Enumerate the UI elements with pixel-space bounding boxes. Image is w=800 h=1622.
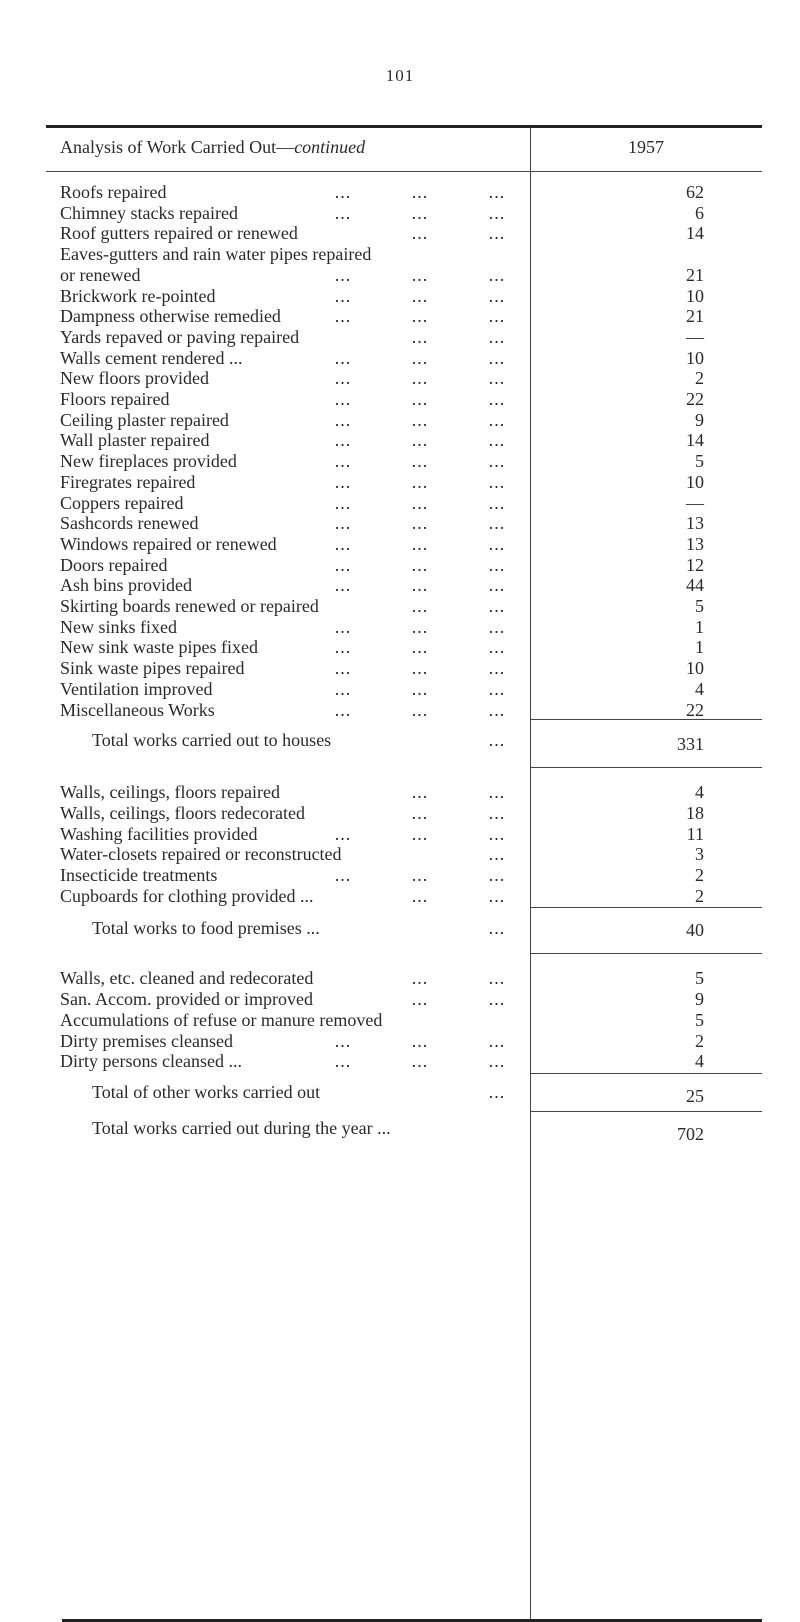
leader-dots: ... ... ... [334, 306, 506, 327]
leader-dots: ... ... ... [334, 554, 506, 575]
leader-dots: ... ... ... [334, 264, 506, 285]
row-value: 5 [695, 596, 704, 616]
row-label: New fireplaces provided [60, 451, 237, 472]
leader-dots: ... ... ... [334, 616, 506, 637]
table-row [46, 1050, 762, 1073]
leader-dots: ... ... ... [334, 285, 506, 306]
row-value: — [686, 326, 704, 347]
row-value: — [686, 492, 704, 513]
row-label: Washing facilities provided [60, 823, 258, 844]
table-row [46, 202, 762, 225]
header-title: Analysis of Work Carried Out [60, 137, 277, 157]
row-value: 3 [695, 844, 704, 865]
row-label: Roof gutters repaired or renewed [60, 223, 298, 244]
row-value: 11 [686, 823, 704, 844]
table-row [46, 367, 762, 390]
row-value: 10 [686, 471, 704, 492]
row-value: 5 [695, 451, 704, 472]
row-label: Firegrates repaired [60, 471, 196, 492]
leader-dots: ... ... [411, 885, 506, 906]
sum-rule [530, 719, 762, 720]
row-value: 44 [686, 575, 704, 596]
row-value: 21 [686, 264, 704, 285]
table-row [46, 554, 762, 577]
table-row [46, 574, 762, 597]
row-value: 62 [686, 182, 704, 202]
total-row [46, 1123, 762, 1146]
page-number: 101 [385, 66, 415, 85]
row-value: 1 [695, 637, 704, 658]
row-label: Walls cement rendered ... [60, 347, 243, 368]
leader-dots: ... ... ... [334, 637, 506, 658]
table-row [46, 616, 762, 639]
table-row [46, 285, 762, 308]
row-value: 18 [686, 802, 704, 823]
row-label: Dirty persons cleansed ... [60, 1051, 242, 1072]
leader-dots: ... ... [411, 782, 506, 803]
table-row [46, 326, 762, 349]
row-label: New floors provided [60, 368, 209, 389]
row-value: 4 [695, 782, 704, 803]
leader-dots: ... ... ... [334, 575, 506, 596]
table-row [46, 823, 762, 846]
leader-dots: ... ... ... [334, 533, 506, 554]
leader-dots: ... ... [411, 968, 506, 989]
row-value: 4 [695, 678, 704, 699]
row-value: 12 [686, 554, 704, 575]
total-row [46, 919, 762, 942]
leader-dots: ... ... ... [334, 389, 506, 409]
row-label: New sinks fixed [60, 616, 177, 637]
table-row [46, 222, 762, 245]
total-value: 25 [686, 1085, 704, 1106]
column-header-year: 1957 [628, 137, 664, 157]
row-label: Accumulations of refuse or manure removed [60, 1009, 383, 1030]
header-rule [46, 171, 762, 172]
table-row [46, 699, 762, 722]
table-row [46, 781, 762, 804]
table-row [46, 181, 762, 204]
row-value: 10 [686, 347, 704, 368]
table-row [46, 347, 762, 370]
table-row [46, 1009, 762, 1032]
row-value: 1 [695, 616, 704, 637]
column-header-label [60, 137, 530, 158]
row-label: or renewed [60, 264, 141, 285]
total-value: 331 [677, 734, 704, 755]
row-value: 2 [695, 368, 704, 389]
leader-dots: ... ... ... [334, 182, 506, 202]
leader-dots: ... [488, 918, 506, 939]
leader-dots: ... ... ... [334, 368, 506, 389]
table-row [46, 450, 762, 473]
leader-dots: ... ... [411, 802, 506, 823]
total-row [46, 1085, 762, 1108]
leader-dots: ... ... [411, 596, 506, 616]
table-row [46, 802, 762, 825]
row-label: Cupboards for clothing provided ... [60, 885, 314, 906]
table-row [46, 305, 762, 328]
table-row [46, 988, 762, 1011]
leader-dots: ... [488, 730, 506, 751]
header-continued: continued [294, 137, 366, 157]
leader-dots: ... [488, 1081, 506, 1102]
sum-rule [530, 767, 762, 768]
row-label: Walls, ceilings, floors redecorated [60, 802, 305, 823]
row-label: San. Accom. provided or improved [60, 989, 313, 1010]
leader-dots: ... ... [411, 223, 506, 244]
table-row [46, 636, 762, 659]
row-label: New sink waste pipes fixed [60, 637, 258, 658]
row-label: Windows repaired or renewed [60, 533, 277, 554]
table-row [46, 243, 762, 266]
leader-dots: ... ... ... [334, 471, 506, 492]
row-label: Floors repaired [60, 389, 170, 409]
table-row [46, 429, 762, 452]
table-row [46, 492, 762, 515]
row-label: Roofs repaired [60, 182, 167, 202]
row-label: Coppers repaired [60, 492, 184, 513]
row-value: 2 [695, 1030, 704, 1051]
sum-rule [530, 1073, 762, 1074]
work-analysis-table [46, 125, 762, 1621]
row-label: Skirting boards renewed or repaired [60, 596, 319, 616]
table-row [46, 967, 762, 990]
total-value: 40 [686, 920, 704, 941]
row-label: Chimney stacks repaired [60, 202, 238, 223]
row-label: Walls, ceilings, floors repaired [60, 782, 280, 803]
row-value: 10 [686, 285, 704, 306]
row-value: 10 [686, 658, 704, 679]
table-row [46, 471, 762, 494]
row-value: 6 [695, 202, 704, 223]
row-value: 22 [686, 389, 704, 409]
table-row [46, 388, 762, 411]
leader-dots: ... ... ... [334, 1051, 506, 1072]
total-label: Total of other works carried out [92, 1081, 321, 1102]
leader-dots: ... ... ... [334, 492, 506, 513]
table-row [46, 595, 762, 618]
table-row [46, 1030, 762, 1053]
total-label: Total works to food premises ... [92, 918, 320, 939]
row-value: 5 [695, 968, 704, 989]
table-row [46, 264, 762, 287]
row-label: Water-closets repaired or reconstructed [60, 844, 342, 865]
table-row [46, 885, 762, 908]
table-row [46, 409, 762, 432]
header-dash: — [276, 137, 295, 157]
row-label: Sink waste pipes repaired [60, 658, 245, 679]
row-label: Ash bins provided [60, 575, 192, 596]
total-row [46, 733, 762, 756]
leader-dots: ... ... ... [334, 678, 506, 699]
table-row [46, 512, 762, 535]
row-label: Miscellaneous Works [60, 699, 215, 720]
row-value: 21 [686, 306, 704, 327]
sum-rule [530, 1111, 762, 1112]
total-label: Total works carried out during the year ... [92, 1117, 391, 1138]
leader-dots: ... ... ... [334, 513, 506, 534]
row-label: Brickwork re-pointed [60, 285, 216, 306]
row-value: 4 [695, 1051, 704, 1072]
table-row [46, 678, 762, 701]
row-label: Dirty premises cleansed [60, 1030, 233, 1051]
sum-rule [530, 953, 762, 954]
row-label: Walls, etc. cleaned and redecorated [60, 968, 314, 989]
leader-dots: ... ... ... [334, 699, 506, 720]
table-row [46, 657, 762, 680]
row-label: Doors repaired [60, 554, 168, 575]
leader-dots: ... ... ... [334, 430, 506, 451]
row-value: 5 [695, 1009, 704, 1030]
table-row [46, 843, 762, 866]
row-value: 9 [695, 409, 704, 430]
row-value: 2 [695, 865, 704, 885]
row-value: 14 [686, 430, 704, 451]
row-label: Sashcords renewed [60, 513, 199, 534]
row-value: 14 [686, 223, 704, 244]
leader-dots: ... ... ... [334, 1030, 506, 1051]
row-value: 22 [686, 699, 704, 720]
leader-dots: ... ... ... [334, 823, 506, 844]
row-label: Insecticide treatments [60, 865, 218, 885]
leader-dots: ... ... [411, 326, 506, 347]
table-row [46, 533, 762, 556]
row-value: 9 [695, 989, 704, 1010]
leader-dots: ... ... ... [334, 347, 506, 368]
total-value: 702 [677, 1123, 704, 1144]
table-row [46, 864, 762, 887]
leader-dots: ... ... ... [334, 658, 506, 679]
leader-dots: ... [488, 844, 506, 865]
sum-rule [530, 907, 762, 908]
row-label: Wall plaster repaired [60, 430, 210, 451]
row-label: Ceiling plaster repaired [60, 409, 229, 430]
leader-dots: ... ... [411, 989, 506, 1010]
leader-dots: ... ... ... [334, 409, 506, 430]
leader-dots: ... ... ... [334, 202, 506, 223]
table-top-rule [46, 125, 762, 128]
leader-dots: ... ... ... [334, 865, 506, 885]
row-value: 2 [695, 885, 704, 906]
row-label: Dampness otherwise remedied [60, 306, 281, 327]
leader-dots: ... ... ... [334, 451, 506, 472]
row-label: Ventilation improved [60, 678, 213, 699]
row-label: Eaves-gutters and rain water pipes repaired [60, 244, 372, 265]
row-value: 13 [686, 513, 704, 534]
row-value: 13 [686, 533, 704, 554]
total-label: Total works carried out to houses [92, 730, 332, 751]
row-label: Yards repaved or paving repaired [60, 326, 300, 347]
